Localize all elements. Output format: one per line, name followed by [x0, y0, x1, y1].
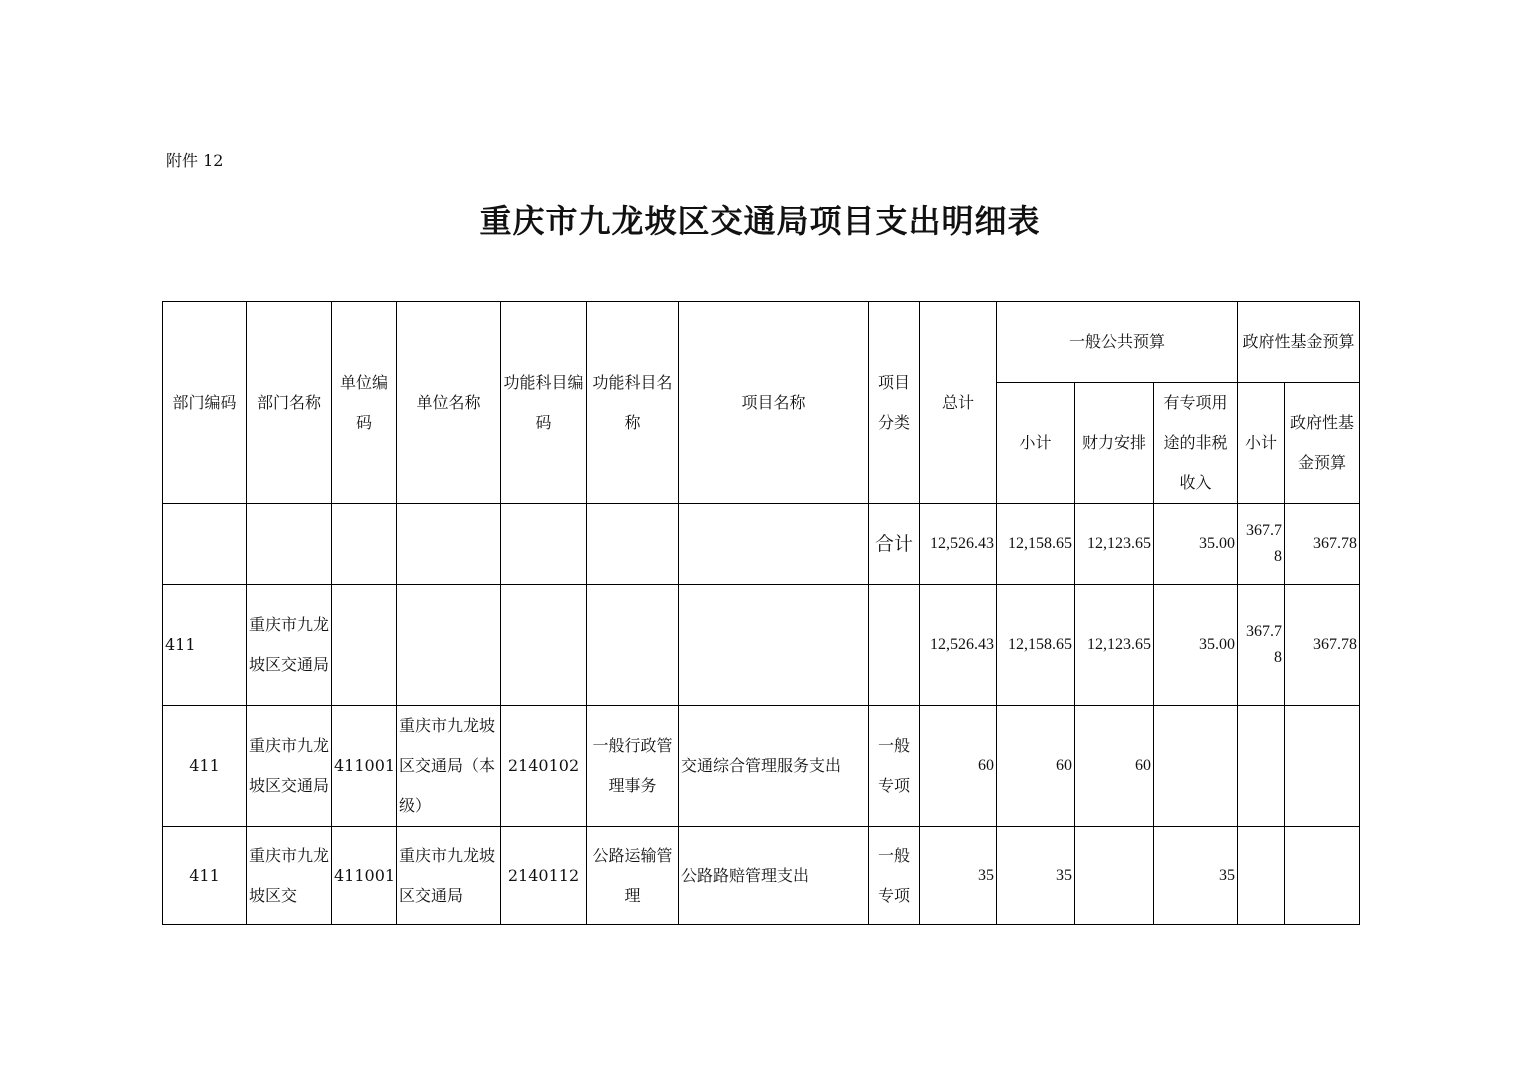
header-total: 总计: [920, 302, 997, 504]
cell-unit-code: [332, 585, 397, 706]
cell-project-name: 公路路赔管理支出: [679, 827, 869, 925]
header-gf-subtotal: 小计: [1238, 383, 1285, 504]
header-unit-name: 单位名称: [397, 302, 501, 504]
cell-project-type: 合计: [869, 504, 920, 585]
cell-unit-name: [397, 585, 501, 706]
header-fiscal: 财力安排: [1075, 383, 1154, 504]
cell-nontax: 35.00: [1154, 504, 1238, 585]
cell-nontax: [1154, 706, 1238, 827]
table-row: [163, 585, 1360, 706]
cell-gf-subtotal: 367.78: [1238, 585, 1285, 706]
cell-dept-name: [247, 504, 332, 585]
cell-func-name: [587, 585, 679, 706]
cell-project-type: [869, 585, 920, 706]
header-gf-budget: 政府性基金预算: [1285, 383, 1360, 504]
project-expenditure-table: [162, 301, 1360, 925]
page-title: 重庆市九龙坡区交通局项目支出明细表: [479, 202, 1041, 240]
cell-dept-code: 411: [163, 585, 247, 706]
cell-func-code: [501, 504, 587, 585]
cell-nontax: 35.00: [1154, 585, 1238, 706]
cell-unit-code: 411001: [332, 827, 397, 925]
cell-total: 12,526.43: [920, 504, 997, 585]
attachment-label: 附件 12: [166, 151, 224, 170]
cell-unit-name: 重庆市九龙坡区交通局: [397, 827, 501, 925]
cell-subtotal: 60: [997, 706, 1075, 827]
cell-dept-code: 411: [163, 706, 247, 827]
header-gov-fund-budget: 政府性基金预算: [1238, 302, 1360, 383]
cell-fiscal: [1075, 827, 1154, 925]
cell-unit-code: 411001: [332, 706, 397, 827]
cell-gf-subtotal: [1238, 706, 1285, 827]
header-general-budget: 一般公共预算: [997, 302, 1238, 383]
cell-dept-name: 重庆市九龙坡区交: [247, 827, 332, 925]
cell-project-type: 一般专项: [869, 827, 920, 925]
cell-dept-name: 重庆市九龙坡区交通局: [247, 585, 332, 706]
cell-fiscal: 12,123.65: [1075, 585, 1154, 706]
cell-unit-name: 重庆市九龙坡区交通局（本级）: [397, 706, 501, 827]
cell-dept-name: 重庆市九龙坡区交通局: [247, 706, 332, 827]
cell-gf-subtotal: 367.78: [1238, 504, 1285, 585]
cell-subtotal: 12,158.65: [997, 504, 1075, 585]
cell-project-type: 一般专项: [869, 706, 920, 827]
cell-nontax: 35: [1154, 827, 1238, 925]
cell-project-name: 交通综合管理服务支出: [679, 706, 869, 827]
cell-gf-budget: [1285, 706, 1360, 827]
cell-func-name: 公路运输管理: [587, 827, 679, 925]
cell-total: 60: [920, 706, 997, 827]
cell-func-code: 2140102: [501, 706, 587, 827]
header-subtotal: 小计: [997, 383, 1075, 504]
cell-total: 12,526.43: [920, 585, 997, 706]
cell-dept-code: 411: [163, 827, 247, 925]
header-project-type: 项目分类: [869, 302, 920, 504]
header-project-name: 项目名称: [679, 302, 869, 504]
table-row: [163, 504, 1360, 585]
header-dept-code: 部门编码: [163, 302, 247, 504]
cell-func-code: [501, 585, 587, 706]
cell-func-code: 2140112: [501, 827, 587, 925]
cell-gf-subtotal: [1238, 827, 1285, 925]
cell-gf-budget: 367.78: [1285, 585, 1360, 706]
table-row: [163, 706, 1360, 827]
cell-fiscal: 12,123.65: [1075, 504, 1154, 585]
cell-fiscal: 60: [1075, 706, 1154, 827]
header-unit-code: 单位编码: [332, 302, 397, 504]
cell-subtotal: 35: [997, 827, 1075, 925]
header-func-name: 功能科目名称: [587, 302, 679, 504]
cell-unit-name: [397, 504, 501, 585]
cell-func-name: 一般行政管理事务: [587, 706, 679, 827]
cell-gf-budget: [1285, 827, 1360, 925]
cell-func-name: [587, 504, 679, 585]
cell-total: 35: [920, 827, 997, 925]
cell-unit-code: [332, 504, 397, 585]
cell-dept-code: [163, 504, 247, 585]
header-special-nontax: 有专项用途的非税收入: [1154, 383, 1238, 504]
cell-project-name: [679, 504, 869, 585]
header-dept-name: 部门名称: [247, 302, 332, 504]
header-func-code: 功能科目编码: [501, 302, 587, 504]
cell-subtotal: 12,158.65: [997, 585, 1075, 706]
cell-gf-budget: 367.78: [1285, 504, 1360, 585]
cell-project-name: [679, 585, 869, 706]
table-row: [163, 827, 1360, 925]
